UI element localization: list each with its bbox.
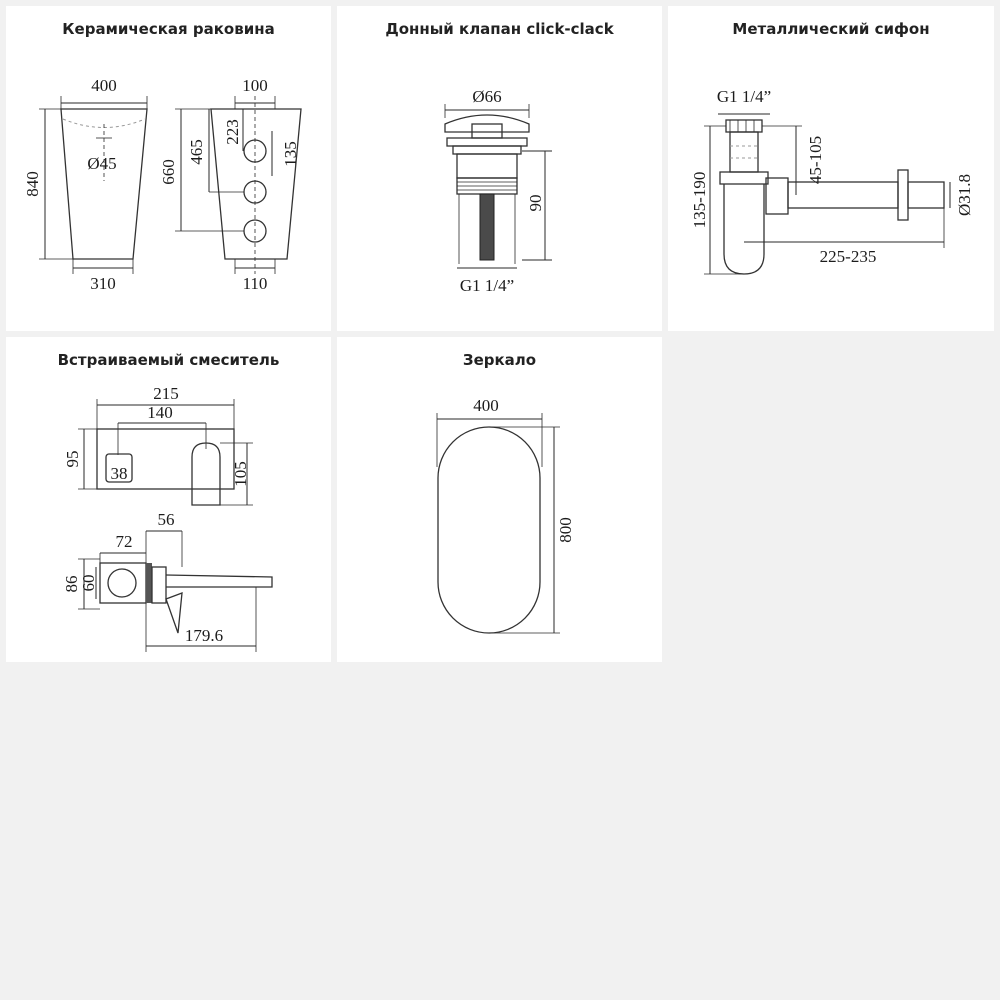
dim-side-bottom: 110 (242, 274, 268, 293)
siphon-nut (720, 172, 768, 184)
panel-mixer (6, 337, 331, 662)
dim-mixer-handle: 38 (110, 464, 128, 483)
dim-side-135: 135 (281, 141, 300, 167)
panel-valve (337, 6, 662, 331)
dim-side-height: 660 (159, 159, 178, 185)
dim-mixer-72: 72 (115, 532, 133, 551)
panel-title: Встраиваемый смеситель (57, 351, 280, 369)
dim-siphon-thread: G1 1/4” (716, 87, 772, 106)
dim-sink-hole: Ø45 (87, 154, 117, 173)
dim-siphon-adjust: 45-105 (806, 135, 825, 185)
sink-hole-2 (244, 181, 266, 203)
valve-stem (472, 124, 502, 138)
siphon-drawing (668, 6, 994, 331)
panel-mirror (337, 337, 662, 662)
panel-title: Керамическая раковина (62, 20, 275, 38)
siphon-wall-flange (898, 170, 908, 220)
mirror-outline (438, 427, 540, 633)
dim-mixer-spout-offset: 140 (147, 403, 173, 422)
siphon-pipe-end (908, 182, 944, 208)
dim-mixer-56: 56 (157, 510, 175, 529)
sink-drawing (6, 6, 331, 331)
panel-siphon (668, 6, 994, 331)
valve-body (457, 154, 517, 178)
dim-side-465: 465 (187, 139, 206, 165)
dim-valve-thread: G1 1/4” (459, 276, 515, 295)
dim-mixer-plate-width: 215 (153, 384, 179, 403)
valve-drawing (337, 6, 662, 331)
siphon-bottle (724, 184, 764, 274)
dim-mirror-height: 800 (556, 517, 575, 543)
mirror-drawing (337, 337, 662, 662)
dim-side-top: 100 (242, 76, 268, 95)
siphon-top-nut (726, 120, 762, 132)
dim-mixer-60: 60 (79, 574, 98, 592)
dim-mixer-86: 86 (62, 575, 81, 593)
mixer-lever (166, 593, 182, 633)
panel-sink (6, 6, 331, 331)
siphon-outlet-pipe (788, 182, 898, 208)
valve-rod (480, 194, 494, 260)
dim-valve-height: 90 (526, 194, 545, 212)
siphon-outlet-nut (766, 178, 788, 214)
valve-washer (453, 146, 521, 154)
dim-side-223: 223 (223, 119, 242, 145)
dim-valve-diameter: Ø66 (472, 87, 502, 106)
dim-mixer-plate-height: 95 (63, 450, 82, 468)
mixer-spout-side (166, 575, 272, 587)
mixer-wall-nut (146, 563, 152, 603)
dim-mixer-spout-length: 179.6 (184, 626, 224, 645)
dim-siphon-length: 225-235 (819, 247, 877, 266)
mixer-spout (192, 443, 220, 505)
dim-sink-top-width: 400 (91, 76, 117, 95)
valve-flange (447, 138, 527, 146)
mixer-drawing (6, 337, 331, 662)
dim-sink-bottom-width: 310 (90, 274, 116, 293)
dim-siphon-height: 135-190 (690, 171, 709, 229)
sink-hole-1 (244, 140, 266, 162)
dim-mirror-width: 400 (473, 396, 499, 415)
panel-title: Металлический сифон (732, 20, 930, 38)
panel-title: Донный клапан click-clack (385, 20, 614, 38)
dim-mixer-spout-height: 105 (231, 461, 250, 487)
dim-sink-height: 840 (23, 171, 42, 197)
mixer-plate-side (152, 567, 166, 603)
siphon-tail-pipe (730, 132, 758, 172)
dim-siphon-pipe: Ø31.8 (955, 173, 974, 217)
mixer-cartridge (108, 569, 136, 597)
panel-title: Зеркало (462, 351, 537, 369)
